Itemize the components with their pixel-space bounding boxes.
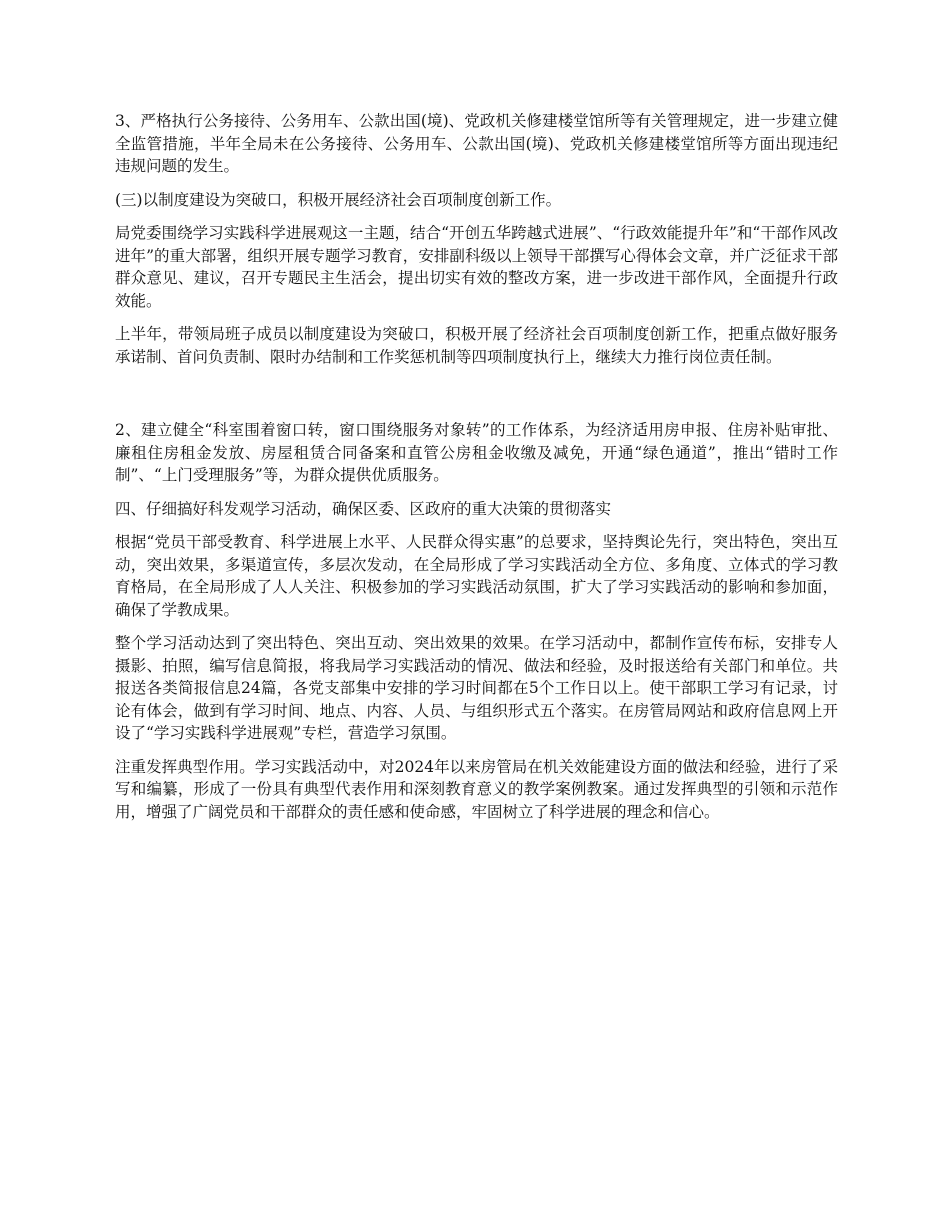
section-heading-4: 四、仔细搞好科发观学习活动，确保区委、区政府的重大决策的贯彻落实	[115, 499, 612, 518]
section-heading-3: (三)以制度建设为突破口，积极开展经济社会百项制度创新工作。	[115, 190, 562, 209]
paragraph-first-half-year: 上半年，带领局班子成员以制度建设为突破口，积极开展了经济社会百项制度创新工作，把重点做好服务承诺制、首问负责制、限时办结制和工作奖惩机制等四项制度执行上，继续大力推行岗位责任制。	[115, 325, 838, 366]
paragraph-requirements: 根据“党员干部受教育、科学进展上水平、人民群众得实惠”的总要求，坚持舆论先行，突出特色，突出互动，突出效果，多渠道宣传，多层次发动，在全局形成了学习实践活动全方位、多角度、立体式的学习教育格局，在全局形成了人人关注、积极参加的学习实践活动氛围，扩大了学习实践活动的影响和参加面，确保了学教成果。	[115, 533, 838, 619]
paragraph-item-3: 3、严格执行公务接待、公务用车、公款出国(境)、党政机关修建楼堂馆所等有关管理规定，进一步建立健全监管措施，半年全局未在公务接待、公务用车、公款出国(境)、党政机关修建楼堂馆所等方面出现违纪违规问题的发生。	[115, 112, 838, 175]
paragraph-item-2: 2、建立健全“科室围着窗口转，窗口围绕服务对象转”的工作体系，为经济适用房申报、住房补贴审批、廉租住房租金发放、房屋租赁合同备案和直管公房租金收缴及减免，开通“绿色通道”，推出“错时工作制”、“上门受理服务”等，为群众提供优质服务。	[115, 421, 838, 484]
paragraph-learning-activity: 整个学习活动达到了突出特色、突出互动、突出效果的效果。在学习活动中，都制作宣传布标，安排专人摄影、拍照，编写信息简报，将我局学习实践活动的情况、做法和经验，及时报送给有关部门和单位。共报送各类简报信息24篇，各党支部集中安排的学习时间都在5个工作日以上。使干部职工学习有记录，讨论有体会，做到有学习时间、地点、内容、人员、与组织形式五个落实。在房管局网站和政府信息网上开设了“学习实践科学进展观”专栏，营造学习氛围。	[115, 634, 838, 742]
paragraph-party-committee: 局党委围绕学习实践科学进展观这一主题，结合“开创五华跨越式进展”、“行政效能提升年”和“干部作风改进年”的重大部署，组织开展专题学习教育，安排副科级以上领导干部撰写心得体会文章，并广泛征求干部群众意见、建议，召开专题民主生活会，提出切实有效的整改方案，进一步改进干部作风，全面提升行政效能。	[115, 224, 838, 310]
paragraph-typical-role: 注重发挥典型作用。学习实践活动中，对2024年以来房管局在机关效能建设方面的做法和经验，进行了采写和编纂，形成了一份具有典型代表作用和深刻教育意义的教学案例教案。通过发挥典型的引领和示范作用，增强了广阔党员和干部群众的责任感和使命感，牢固树立了科学进展的理念和信心。	[115, 757, 838, 821]
document-body	[115, 110, 838, 834]
paragraph-spacer	[115, 379, 838, 419]
